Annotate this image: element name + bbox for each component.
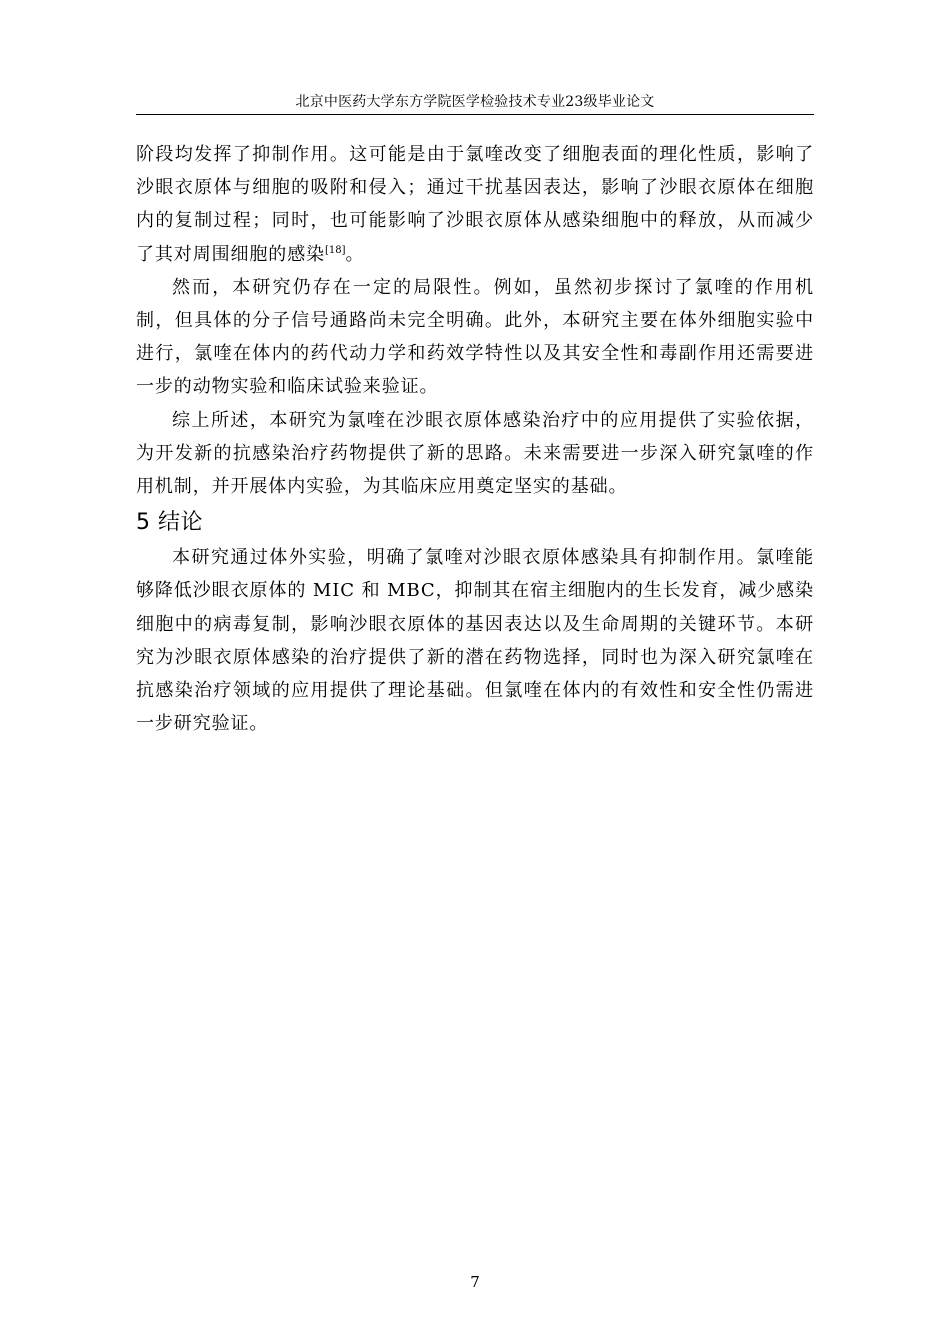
paragraph-tail: 。 [345,243,365,265]
body-text [136,138,814,740]
page-header: 北京中医药大学东方学院医学检验技术专业23级毕业论文 [295,94,655,110]
paragraph-continued [136,138,814,271]
header-rule [136,114,814,115]
paragraph-conclusion: 本研究通过体外实验，明确了氯喹对沙眼衣原体感染具有抑制作用。氯喹能够降低沙眼衣原体的 MIC 和 MBC，抑制其在宿主细胞内的生长发育，减少感染细胞中的病毒复制，影响沙眼衣原体的基因表达以及生命周期的关键环节。本研究为沙眼衣原体感染的治疗提供了新的潜在药物选择，同时也为深入研究氯喹在抗感染治疗领域的应用提供了理论基础。但氯喹在体内的有效性和安全性仍需进一步研究验证。 [136,547,814,735]
paragraph-summary: 综上所述，本研究为氯喹在沙眼衣原体感染治疗中的应用提供了实验依据，为开发新的抗感染治疗药物提供了新的思路。未来需要进一步深入研究氯喹的作用机制，并开展体内实验，为其临床应用奠定坚实的基础。 [136,409,814,498]
paragraph-text: 阶段均发挥了抑制作用。这可能是由于氯喹改变了细胞表面的理化性质，影响了沙眼衣原体与细胞的吸附和侵入；通过干扰基因表达，影响了沙眼衣原体在细胞内的复制过程；同时，也可能影响了沙眼衣原体从感染细胞中的释放，从而减少了其对周围细胞的感染 [136,144,814,265]
citation-reference[interactable]: [18] [325,244,346,256]
section-heading-conclusion: 5 结论 [136,510,203,536]
page-number: 7 [470,1273,480,1291]
paragraph-limitations: 然而，本研究仍存在一定的局限性。例如，虽然初步探讨了氯喹的作用机制，但具体的分子信号通路尚未完全明确。此外，本研究主要在体外细胞实验中进行，氯喹在体内的药代动力学和药效学特性以及其安全性和毒副作用还需要进一步的动物实验和临床试验来验证。 [136,276,814,398]
